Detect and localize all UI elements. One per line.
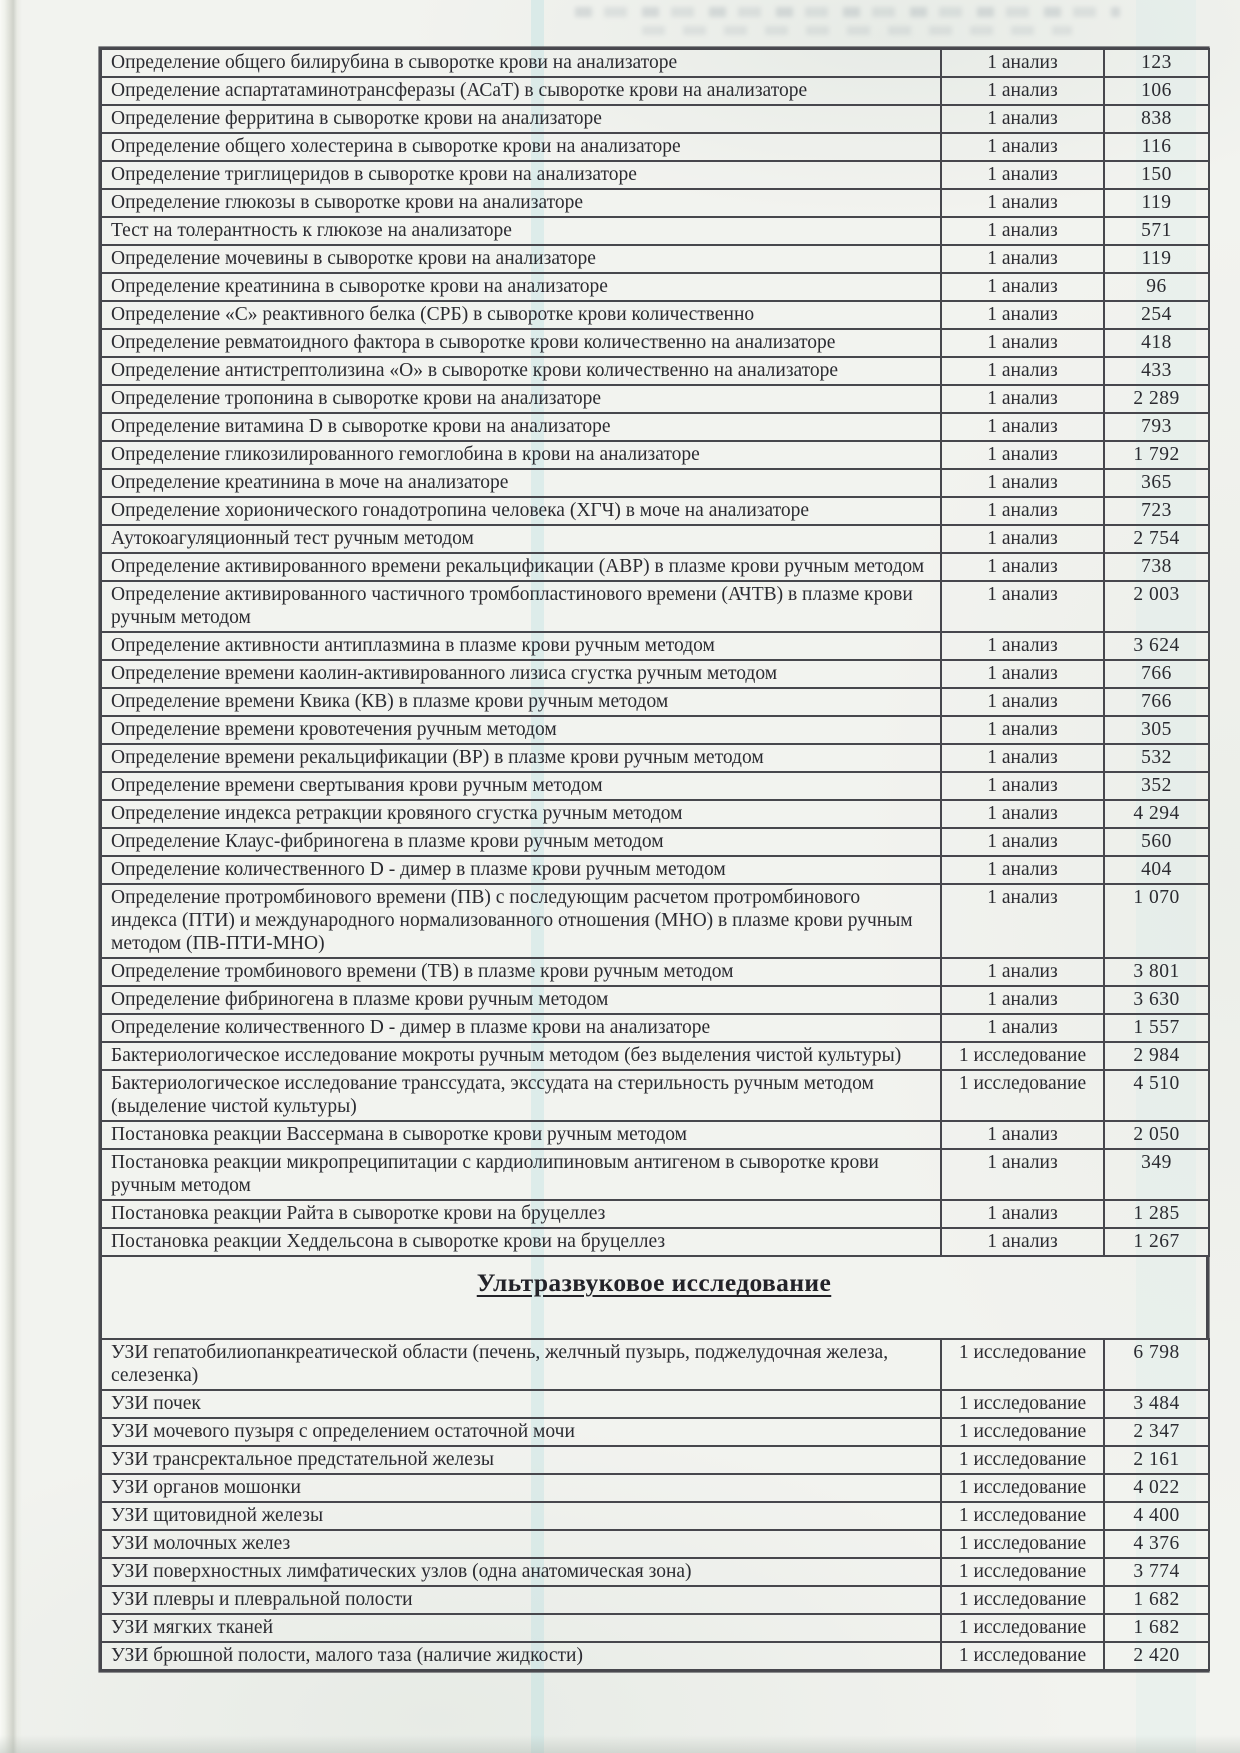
service-name-cell: Определение времени Квика (КВ) в плазме крови ручным методом (101, 688, 941, 716)
table-row (101, 744, 1209, 772)
unit-cell: 1 анализ (941, 688, 1104, 716)
service-name-cell: Определение тропонина в сыворотке крови на анализаторе (101, 385, 941, 413)
ultrasound-rows (101, 1339, 1209, 1670)
table-row (101, 1530, 1209, 1558)
unit-cell: 1 анализ (941, 986, 1104, 1014)
price-cell: 2 420 (1104, 1642, 1209, 1670)
unit-cell: 1 исследование (941, 1502, 1104, 1530)
service-name-cell: УЗИ щитовидной железы (101, 1502, 941, 1530)
service-name-cell: Постановка реакции Вассермана в сыворотке крови ручным методом (101, 1121, 941, 1149)
table-row (101, 772, 1209, 800)
price-cell: 106 (1104, 77, 1209, 105)
price-cell: 4 294 (1104, 800, 1209, 828)
bleed-through-text-artifact (575, 7, 1120, 17)
table-row (101, 301, 1209, 329)
price-cell: 2 161 (1104, 1446, 1209, 1474)
service-name-cell: Определение активированного частичного тромбопластинового времени (АЧТВ) в плазме крови ручным методом (101, 581, 941, 632)
price-cell: 3 630 (1104, 986, 1209, 1014)
unit-cell: 1 анализ (941, 105, 1104, 133)
table-row (101, 828, 1209, 856)
unit-cell: 1 анализ (941, 385, 1104, 413)
service-name-cell: Постановка реакции Райта в сыворотке крови на бруцеллез (101, 1200, 941, 1228)
table-row (101, 1149, 1209, 1200)
price-cell: 305 (1104, 716, 1209, 744)
price-cell: 4 022 (1104, 1474, 1209, 1502)
unit-cell: 1 исследование (941, 1558, 1104, 1586)
service-name-cell: Определение ревматоидного фактора в сыворотке крови количественно на анализаторе (101, 329, 941, 357)
price-cell: 150 (1104, 161, 1209, 189)
unit-cell: 1 анализ (941, 77, 1104, 105)
price-cell: 119 (1104, 189, 1209, 217)
table-row (101, 525, 1209, 553)
price-cell: 766 (1104, 688, 1209, 716)
price-cell: 404 (1104, 856, 1209, 884)
price-cell: 1 285 (1104, 1200, 1209, 1228)
table-row (101, 1502, 1209, 1530)
service-name-cell: Определение аспартатаминотрансферазы (АСаТ) в сыворотке крови на анализаторе (101, 77, 941, 105)
price-cell: 2 347 (1104, 1418, 1209, 1446)
service-name-cell: Определение гликозилированного гемоглобина в крови на анализаторе (101, 441, 941, 469)
unit-cell: 1 исследование (941, 1446, 1104, 1474)
unit-cell: 1 исследование (941, 1070, 1104, 1121)
service-name-cell: Определение хорионического гонадотропина человека (ХГЧ) в моче на анализаторе (101, 497, 941, 525)
unit-cell: 1 анализ (941, 217, 1104, 245)
table-row (101, 273, 1209, 301)
unit-cell: 1 анализ (941, 357, 1104, 385)
price-cell: 1 070 (1104, 884, 1209, 958)
service-name-cell: Определение активированного времени рекальцификации (АВР) в плазме крови ручным методом (101, 553, 941, 581)
unit-cell: 1 исследование (941, 1418, 1104, 1446)
service-name-cell: УЗИ поверхностных лимфатических узлов (одна анатомическая зона) (101, 1558, 941, 1586)
table-row (101, 1339, 1209, 1390)
service-name-cell: УЗИ молочных желез (101, 1530, 941, 1558)
unit-cell: 1 анализ (941, 553, 1104, 581)
unit-cell: 1 анализ (941, 49, 1104, 77)
service-name-cell: УЗИ органов мошонки (101, 1474, 941, 1502)
service-name-cell: УЗИ трансректальное предстательной железы (101, 1446, 941, 1474)
service-name-cell: Определение общего билирубина в сыворотке крови на анализаторе (101, 49, 941, 77)
unit-cell: 1 анализ (941, 884, 1104, 958)
price-cell: 96 (1104, 273, 1209, 301)
unit-cell: 1 анализ (941, 301, 1104, 329)
price-cell: 793 (1104, 413, 1209, 441)
service-name-cell: Определение времени каолин-активированного лизиса сгустка ручным методом (101, 660, 941, 688)
service-name-cell: УЗИ брюшной полости, малого таза (наличие жидкости) (101, 1642, 941, 1670)
service-name-cell: Определение активности антиплазмина в плазме крови ручным методом (101, 632, 941, 660)
unit-cell: 1 исследование (941, 1586, 1104, 1614)
price-cell: 123 (1104, 49, 1209, 77)
price-cell: 1 792 (1104, 441, 1209, 469)
table-row (101, 413, 1209, 441)
unit-cell: 1 анализ (941, 716, 1104, 744)
table-row (101, 1418, 1209, 1446)
service-name-cell: Определение количественного D - димер в плазме крови на анализаторе (101, 1014, 941, 1042)
table-row (101, 1446, 1209, 1474)
unit-cell: 1 анализ (941, 1014, 1104, 1042)
ultrasound-table (100, 1338, 1210, 1671)
unit-cell: 1 анализ (941, 413, 1104, 441)
service-name-cell: Определение антистрептолизина «О» в сыворотке крови количественно на анализаторе (101, 357, 941, 385)
table-row (101, 856, 1209, 884)
service-name-cell: Определение времени кровотечения ручным методом (101, 716, 941, 744)
service-name-cell: Определение индекса ретракции кровяного сгустка ручным методом (101, 800, 941, 828)
price-cell: 723 (1104, 497, 1209, 525)
table-row (101, 1390, 1209, 1418)
unit-cell: 1 анализ (941, 1121, 1104, 1149)
table-row (101, 581, 1209, 632)
service-name-cell: Определение креатинина в сыворотке крови на анализаторе (101, 273, 941, 301)
service-name-cell: Определение тромбинового времени (ТВ) в плазме крови ручным методом (101, 958, 941, 986)
table-row (101, 632, 1209, 660)
unit-cell: 1 исследование (941, 1530, 1104, 1558)
price-cell: 1 682 (1104, 1614, 1209, 1642)
unit-cell: 1 анализ (941, 744, 1104, 772)
service-name-cell: Бактериологическое исследование транссудата, экссудата на стерильность ручным методом (выделение чистой культуры) (101, 1070, 941, 1121)
service-name-cell: Определение количественного D - димер в плазме крови ручным методом (101, 856, 941, 884)
unit-cell: 1 исследование (941, 1390, 1104, 1418)
price-cell: 4 510 (1104, 1070, 1209, 1121)
service-name-cell: Определение витамина D в сыворотке крови на анализаторе (101, 413, 941, 441)
table-row (101, 497, 1209, 525)
service-name-cell: УЗИ мочевого пузыря с определением остаточной мочи (101, 1418, 941, 1446)
table-row (101, 133, 1209, 161)
unit-cell: 1 анализ (941, 581, 1104, 632)
price-cell: 2 289 (1104, 385, 1209, 413)
price-cell: 418 (1104, 329, 1209, 357)
unit-cell: 1 анализ (941, 525, 1104, 553)
unit-cell: 1 анализ (941, 469, 1104, 497)
unit-cell: 1 анализ (941, 800, 1104, 828)
unit-cell: 1 исследование (941, 1339, 1104, 1390)
price-cell: 433 (1104, 357, 1209, 385)
table-row (101, 800, 1209, 828)
unit-cell: 1 анализ (941, 958, 1104, 986)
table-row (101, 441, 1209, 469)
price-cell: 365 (1104, 469, 1209, 497)
service-name-cell: УЗИ плевры и плевральной полости (101, 1586, 941, 1614)
price-cell: 254 (1104, 301, 1209, 329)
service-name-cell: Определение времени свертывания крови ручным методом (101, 772, 941, 800)
service-name-cell: Аутокоагуляционный тест ручным методом (101, 525, 941, 553)
service-name-cell: Определение времени рекальцификации (ВР) в плазме крови ручным методом (101, 744, 941, 772)
price-cell: 2 984 (1104, 1042, 1209, 1070)
unit-cell: 1 анализ (941, 441, 1104, 469)
service-name-cell: Определение ферритина в сыворотке крови на анализаторе (101, 105, 941, 133)
table-row (101, 217, 1209, 245)
table-row (101, 660, 1209, 688)
table-row (101, 986, 1209, 1014)
price-cell: 3 624 (1104, 632, 1209, 660)
unit-cell: 1 исследование (941, 1614, 1104, 1642)
service-name-cell: Постановка реакции Хеддельсона в сыворотке крови на бруцеллез (101, 1228, 941, 1256)
service-name-cell: Определение глюкозы в сыворотке крови на анализаторе (101, 189, 941, 217)
service-name-cell: Определение триглицеридов в сыворотке крови на анализаторе (101, 161, 941, 189)
unit-cell: 1 анализ (941, 273, 1104, 301)
table-row (101, 357, 1209, 385)
price-cell: 838 (1104, 105, 1209, 133)
table-row (101, 105, 1209, 133)
price-cell: 3 484 (1104, 1390, 1209, 1418)
price-cell: 2 754 (1104, 525, 1209, 553)
service-name-cell: Определение «С» реактивного белка (СРБ) в сыворотке крови количественно (101, 301, 941, 329)
price-cell: 766 (1104, 660, 1209, 688)
section-title: Ультразвуковое исследование (476, 1268, 832, 1297)
table-row (101, 716, 1209, 744)
service-name-cell: Определение фибриногена в плазме крови ручным методом (101, 986, 941, 1014)
section-header-row (100, 1257, 1208, 1338)
table-row (101, 553, 1209, 581)
unit-cell: 1 анализ (941, 660, 1104, 688)
table-row (101, 1014, 1209, 1042)
table-row (101, 1586, 1209, 1614)
unit-cell: 1 анализ (941, 828, 1104, 856)
table-row (101, 329, 1209, 357)
service-name-cell: УЗИ почек (101, 1390, 941, 1418)
table-row (101, 1642, 1209, 1670)
service-name-cell: Определение мочевины в сыворотке крови на анализаторе (101, 245, 941, 273)
table-row (101, 1121, 1209, 1149)
laboratory-tests-rows (101, 49, 1209, 1256)
price-list-table (100, 48, 1208, 1671)
laboratory-tests-table (100, 48, 1210, 1257)
table-row (101, 1070, 1209, 1121)
unit-cell: 1 анализ (941, 133, 1104, 161)
unit-cell: 1 анализ (941, 1200, 1104, 1228)
unit-cell: 1 исследование (941, 1474, 1104, 1502)
bleed-through-text-artifact (642, 26, 1072, 35)
service-name-cell: Определение общего холестерина в сыворотке крови на анализаторе (101, 133, 941, 161)
table-row (101, 189, 1209, 217)
table-row (101, 385, 1209, 413)
price-cell: 349 (1104, 1149, 1209, 1200)
price-cell: 352 (1104, 772, 1209, 800)
table-row (101, 1042, 1209, 1070)
service-name-cell: Тест на толерантность к глюкозе на анализаторе (101, 217, 941, 245)
service-name-cell: Определение Клаус-фибриногена в плазме крови ручным методом (101, 828, 941, 856)
unit-cell: 1 анализ (941, 329, 1104, 357)
table-row (101, 245, 1209, 273)
unit-cell: 1 анализ (941, 497, 1104, 525)
price-cell: 571 (1104, 217, 1209, 245)
unit-cell: 1 анализ (941, 1149, 1104, 1200)
service-name-cell: Постановка реакции микропреципитации с кардиолипиновым антигеном в сыворотке крови ручным методом (101, 1149, 941, 1200)
table-row (101, 958, 1209, 986)
unit-cell: 1 исследование (941, 1642, 1104, 1670)
price-cell: 116 (1104, 133, 1209, 161)
price-cell: 6 798 (1104, 1339, 1209, 1390)
price-cell: 4 400 (1104, 1502, 1209, 1530)
price-cell: 119 (1104, 245, 1209, 273)
price-cell: 1 682 (1104, 1586, 1209, 1614)
price-cell: 2 050 (1104, 1121, 1209, 1149)
price-cell: 1 267 (1104, 1228, 1209, 1256)
table-row (101, 77, 1209, 105)
table-row (101, 161, 1209, 189)
table-row (101, 1614, 1209, 1642)
price-cell: 738 (1104, 553, 1209, 581)
price-cell: 3 774 (1104, 1558, 1209, 1586)
price-cell: 532 (1104, 744, 1209, 772)
price-cell: 1 557 (1104, 1014, 1209, 1042)
unit-cell: 1 анализ (941, 245, 1104, 273)
service-name-cell: УЗИ гепатобилиопанкреатической области (печень, желчный пузырь, поджелудочная железа, селезенка) (101, 1339, 941, 1390)
service-name-cell: Определение креатинина в моче на анализаторе (101, 469, 941, 497)
price-cell: 3 801 (1104, 958, 1209, 986)
service-name-cell: Бактериологическое исследование мокроты ручным методом (без выделения чистой культуры) (101, 1042, 941, 1070)
unit-cell: 1 анализ (941, 856, 1104, 884)
service-name-cell: Определение протромбинового времени (ПВ) с последующим расчетом протромбинового индекса (ПТИ) и международного нормализованного отношения (МНО) в плазме крови ручным методом (ПВ-ПТИ-МНО) (101, 884, 941, 958)
table-row (101, 884, 1209, 958)
price-cell: 4 376 (1104, 1530, 1209, 1558)
scan-left-edge-artifact (0, 0, 22, 1753)
table-row (101, 688, 1209, 716)
unit-cell: 1 исследование (941, 1042, 1104, 1070)
unit-cell: 1 анализ (941, 189, 1104, 217)
table-row (101, 49, 1209, 77)
table-row (101, 1200, 1209, 1228)
unit-cell: 1 анализ (941, 772, 1104, 800)
table-row (101, 1558, 1209, 1586)
price-cell: 560 (1104, 828, 1209, 856)
unit-cell: 1 анализ (941, 1228, 1104, 1256)
scan-bottom-edge-artifact (0, 1735, 1240, 1753)
unit-cell: 1 анализ (941, 632, 1104, 660)
service-name-cell: УЗИ мягких тканей (101, 1614, 941, 1642)
table-row (101, 469, 1209, 497)
table-row (101, 1474, 1209, 1502)
price-cell: 2 003 (1104, 581, 1209, 632)
unit-cell: 1 анализ (941, 161, 1104, 189)
table-row (101, 1228, 1209, 1256)
